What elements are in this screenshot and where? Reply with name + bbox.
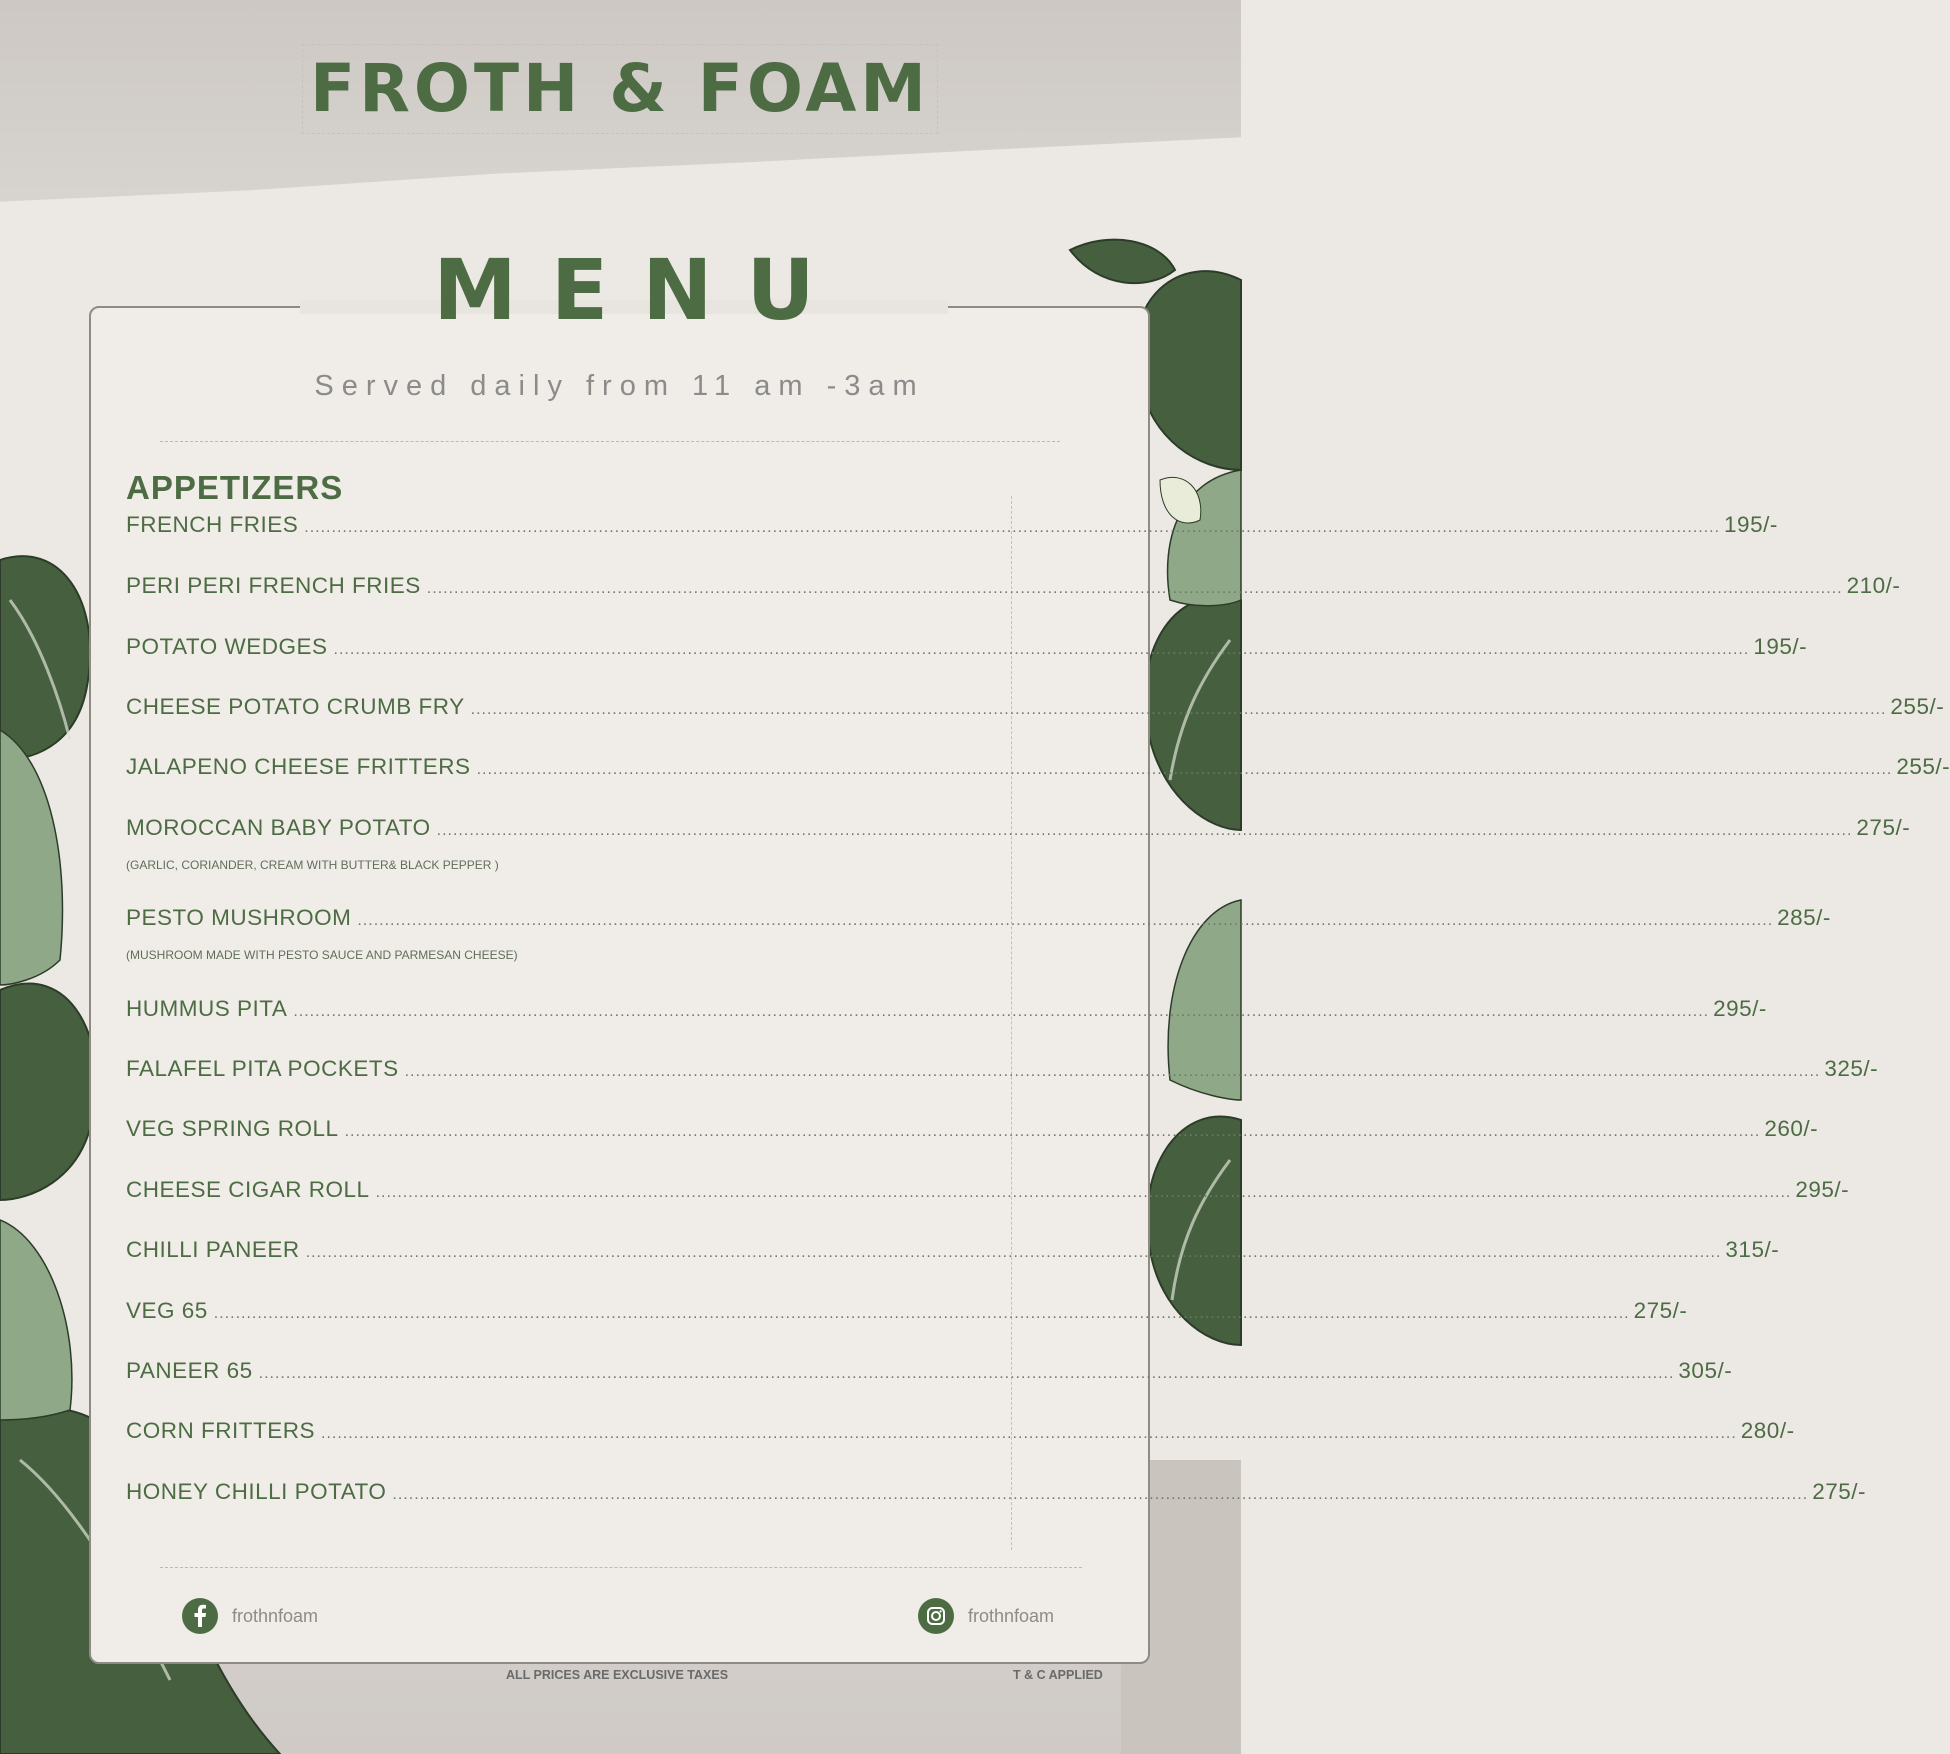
leader-dots: .................................................................................................................................................................................................................................................................... <box>375 1184 1792 1201</box>
menu-card <box>89 306 1150 1664</box>
leader-dots: .................................................................................................................................................................................................................................................................... <box>392 1486 1809 1503</box>
menu-item-price: 255/- <box>1896 754 1950 779</box>
menu-item <box>126 573 1901 599</box>
menu-item-name: VEG SPRING ROLL <box>126 1116 339 1141</box>
menu-item-price: 275/- <box>1633 1298 1688 1323</box>
menu-item-price: 260/- <box>1764 1116 1819 1141</box>
facebook-icon <box>182 1598 218 1634</box>
menu-item-name: PESTO MUSHROOM <box>126 905 352 930</box>
terms-note: T & C APPLIED <box>1013 1668 1103 1682</box>
menu-item-name: HUMMUS PITA <box>126 996 288 1021</box>
served-hours: Served daily from 11 am -3am <box>314 370 925 402</box>
menu-item-name: FRENCH FRIES <box>126 512 299 537</box>
menu-item-price: 305/- <box>1678 1358 1733 1383</box>
menu-item <box>126 1056 1879 1082</box>
leader-dots: .................................................................................................................................................................................................................................................................... <box>321 1425 1737 1442</box>
menu-item-name: JALAPENO CHEESE FRITTERS <box>126 754 471 779</box>
taxes-note: ALL PRICES ARE EXCLUSIVE TAXES <box>506 1668 729 1682</box>
leader-dots: .................................................................................................................................................................................................................................................................... <box>357 912 1774 929</box>
leader-dots: .................................................................................................................................................................................................................................................................... <box>426 580 1843 597</box>
instagram-link[interactable] <box>918 1598 1054 1634</box>
menu-item <box>126 634 1808 660</box>
menu-item-name: HONEY CHILLI POTATO <box>126 1479 387 1504</box>
menu-item-name: CHEESE POTATO CRUMB FRY <box>126 694 465 719</box>
leader-dots: .................................................................................................................................................................................................................................................................... <box>213 1305 1630 1322</box>
menu-item <box>126 996 1767 1022</box>
divider-bottom <box>160 1567 1082 1568</box>
menu-item-price: 275/- <box>1856 815 1911 840</box>
leader-dots: .................................................................................................................................................................................................................................................................... <box>258 1365 1675 1382</box>
menu-item-name: CORN FRITTERS <box>126 1418 315 1443</box>
leader-dots: .................................................................................................................................................................................................................................................................... <box>293 1003 1710 1020</box>
menu-item-price: 195/- <box>1753 634 1808 659</box>
facebook-link[interactable] <box>182 1598 318 1634</box>
section-title: APPETIZERS <box>126 469 344 506</box>
menu-item <box>126 1237 1780 1263</box>
menu-item-name: FALAFEL PITA POCKETS <box>126 1056 399 1081</box>
menu-item-price: 285/- <box>1777 905 1831 930</box>
menu-title: MENU <box>433 241 849 339</box>
menu-item <box>126 905 1831 931</box>
menu-item-price: 195/- <box>1724 512 1778 537</box>
menu-item <box>126 754 1950 780</box>
menu-item-price: 210/- <box>1846 573 1901 598</box>
menu-item-price: 275/- <box>1812 1479 1866 1504</box>
menu-item <box>126 1177 1850 1203</box>
menu-item <box>126 1479 1866 1505</box>
menu-item-name: POTATO WEDGES <box>126 634 328 659</box>
menu-item-name: CHEESE CIGAR ROLL <box>126 1177 370 1202</box>
menu-item-name: VEG 65 <box>126 1298 208 1323</box>
menu-item-price: 280/- <box>1740 1418 1795 1443</box>
leader-dots: .................................................................................................................................................................................................................................................................... <box>304 519 1721 536</box>
leader-dots: .................................................................................................................................................................................................................................................................... <box>404 1063 1821 1080</box>
menu-item <box>126 1418 1795 1444</box>
brand-logo <box>302 44 938 134</box>
menu-item <box>126 1358 1733 1384</box>
menu-item-price: 325/- <box>1824 1056 1879 1081</box>
menu-item-name: CHILLI PANEER <box>126 1237 300 1262</box>
menu-item <box>126 512 1778 538</box>
menu-item-name: PANEER 65 <box>126 1358 253 1383</box>
leader-dots: .................................................................................................................................................................................................................................................................... <box>344 1123 1761 1140</box>
menu-item <box>126 694 1945 720</box>
brand-name: FROTH & FOAM <box>310 50 930 127</box>
divider-top <box>160 441 1060 442</box>
menu-item-description: (MUSHROOM MADE WITH PESTO SAUCE AND PARMESAN CHEESE) <box>126 948 518 962</box>
leader-dots: .................................................................................................................................................................................................................................................................... <box>476 761 1893 778</box>
menu-item-name: MOROCCAN BABY POTATO <box>126 815 431 840</box>
leader-dots: .................................................................................................................................................................................................................................................................... <box>436 822 1853 839</box>
menu-item-price: 255/- <box>1890 694 1945 719</box>
menu-item <box>126 1298 1688 1324</box>
facebook-handle: frothnfoam <box>232 1605 319 1626</box>
menu-item-description: (GARLIC, CORIANDER, CREAM WITH BUTTER& BLACK PEPPER ) <box>126 858 499 872</box>
leader-dots: .................................................................................................................................................................................................................................................................... <box>470 701 1887 718</box>
menu-item-price: 295/- <box>1713 996 1767 1021</box>
menu-item-price: 295/- <box>1795 1177 1850 1202</box>
menu-item <box>126 1116 1819 1142</box>
instagram-handle: frothnfoam <box>968 1605 1055 1626</box>
menu-item <box>126 815 1911 841</box>
leader-dots: .................................................................................................................................................................................................................................................................... <box>305 1244 1722 1261</box>
menu-item-name: PERI PERI FRENCH FRIES <box>126 573 421 598</box>
leader-dots: .................................................................................................................................................................................................................................................................... <box>333 641 1750 658</box>
instagram-icon <box>918 1598 954 1634</box>
menu-item-price: 315/- <box>1725 1237 1780 1262</box>
